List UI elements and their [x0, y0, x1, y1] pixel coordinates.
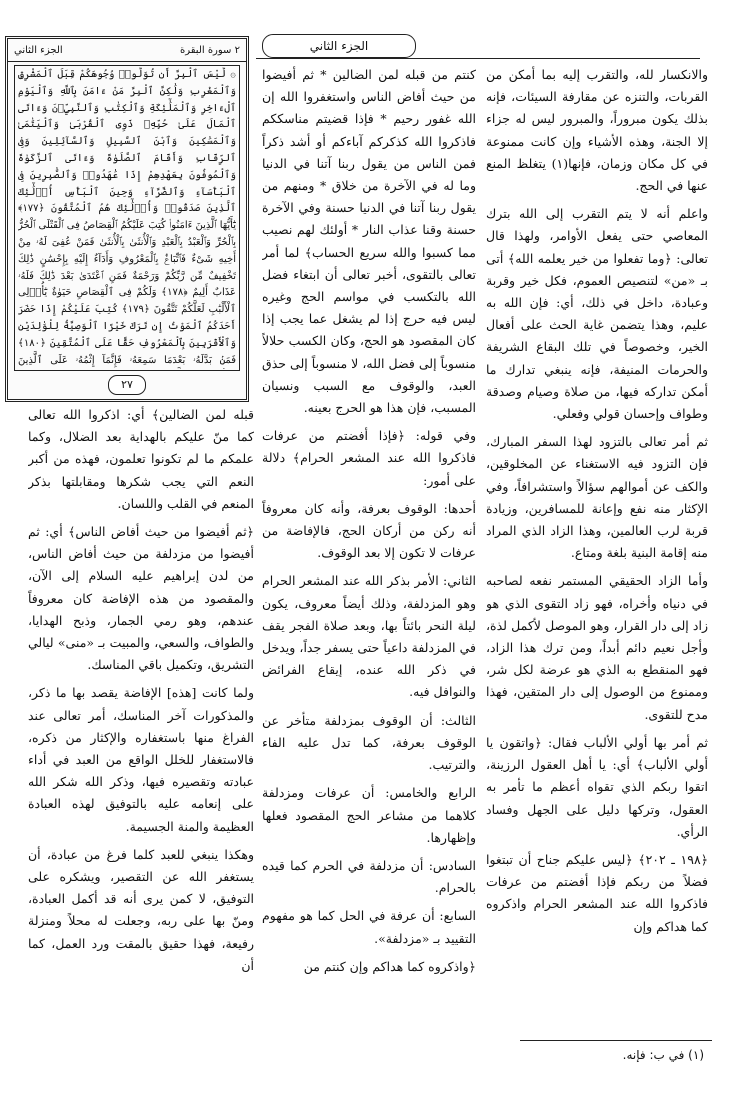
paragraph: كنتم من قبله لمن الضالين * ثم أفيضوا من حيث أفاض الناس واستغفروا الله إن الله غفور رحيم * فإذا قضيتم مناسككم فاذكروا الله كذكركم آباءكم أو أشد ذكراً فمن الناس من يقول ربنا آتنا في الدنيا وما له في الآخرة من خلاق * ومنهم من يقول ربنا آتنا في الدنيا حسنة وفي الآخرة حسنة وقنا عذاب النار * أولئك لهم نصيب مما كسبوا والله سريع الحساب﴾ لما أمر تعالى بالتقوى، أخبر تعالى أن ابتغاء فضل الله بالتكسب في مواسم الحج وغيره ليس فيه حرج إذا لم يشغل عما يجب إذا كان المقصود هو الحج، وكان الكسب حلالاً منسوباً إلى فضل الله، لا منسوباً إلى حذق العبد، والوقوف مع السبب ونسيان المسبب، فإن هذا هو الحرج بعينه. — [262, 67, 476, 416]
paragraph: ثم أمر تعالى بالتزود لهذا السفر المبارك، فإن التزود فيه الاستغناء عن المخلوقين، والكف عن أموالهم سؤالاً واستشرافاً، وفي الإكثار منه نفع وإعانة للمسافرين، وزيادة قربة لرب العالمين، وهذا الزاد الذي المراد منه إقامة البنية بلغة ومتاع. — [486, 434, 708, 561]
paragraph: قبله لمن الضالين﴾ أي: اذكروا الله تعالى كما منّ عليكم بالهداية بعد الضلال، وكما علمكم ما لم تكونوا تعلمون، فهذه من أكبر النعم التي يجب شكرها ومقابلتها بذكر المنعم في القلب واللسان. — [28, 407, 254, 511]
paragraph: أحدها: الوقوف بعرفة، وأنه كان معروفاً أنه ركن من أركان الحج، فالإفاضة من عرفات لا تكون إلا بعد الوقوف. — [262, 500, 476, 561]
quran-panel-top — [8, 39, 246, 62]
paragraph: الرابع والخامس: أن عرفات ومزدلفة كلاهما من مشاعر الحج المقصود فعلها وإظهارها. — [262, 785, 476, 845]
paragraph: ﴿ثم أفيضوا من حيث أفاض الناس﴾ أي: ثم أفيضوا من مزدلفة من حيث أفاض الناس، من لدن إبراهيم عليه السلام إلى الآن، والمقصود من هذه الإفاضة كان معروفاً عندهم، وهو رمي الجمار، وذبح الهدايا، والطواف، والسعي، والمبيت بـ «منى» ليالي التشريق، وتكميل باقي المناسك. — [28, 524, 254, 673]
quran-panel-juz: الجزء الثاني — [14, 44, 63, 56]
column-middle — [262, 64, 476, 1048]
paragraph: والانكسار لله، والتقرب إليه بما أمكن من القربات، والتنزه عن مقارفة السيئات، فإنه بذلك يكون مبروراً، والمبرور ليس له جزاء إلا الجنة، وهذه الأشياء وإن كانت ممنوعة في كل مكان وزمان، فإنها(١) يتغلظ المنع عنها في الحج. — [486, 67, 708, 194]
paragraph: ﴿١٩٨ ـ ٢٠٢﴾ ﴿ليس عليكم جناح أن تبتغوا فضلاً من ربكم فإذا أفضتم من عرفات فاذكروا الله عند المشعر الحرام واذكروه كما هداكم وإن — [486, 851, 708, 934]
paragraph: وأما الزاد الحقيقي المستمر نفعه لصاحبه في دنياه وأخراه، فهو زاد التقوى الذي هو زاد إلى دار القرار، وهو الموصل لأكمل لذة، وأجل نعيم دائم أبداً، ومن ترك هذا الزاد، فهو المنقطع به الذي هو عرضة لكل شر، وممنوع من الوصول إلى دار المتقين، فهذا مدح للتقوى. — [486, 573, 708, 722]
paragraph: السابع: أن عرفة في الحل كما هو مفهوم التقييد بـ «مزدلفة». — [262, 908, 476, 946]
quran-panel-surah: ٢ سورة البقرة — [179, 44, 240, 56]
paragraph: السادس: أن مزدلفة في الحرم كما قيده بالحرام. — [262, 857, 476, 896]
quran-panel — [5, 36, 249, 402]
paragraph: وفي قوله: ﴿فإذا أفضتم من عرفات فاذكروا الله عند المشعر الحرام﴾ دلالة على أمور: — [262, 428, 476, 488]
paragraph: وهكذا ينبغي للعبد كلما فرغ من عبادة، أن يستغفر الله عن التقصير، ويشكره على التوفيق، لا كمن يرى أنه قد أكمل العبادة، ومنّ بها على ربه، وجعلت له محلاً ومنزلة رفيعة، فهذا حقيق بالمقت ورد العمل، كما أن — [28, 846, 254, 973]
paragraph: واعلم أنه لا يتم التقرب إلى الله بترك المعاصي حتى يفعل الأوامر، ولهذا قال تعالى: ﴿وما تفعلوا من خير يعلمه الله﴾ أتى بـ «من» لتنصيص العموم، فكل خير وقربة وعبادة، داخل في ذلك، أي: فإن الله به عليم، وهذا يتضمن غاية الحث على أفعال الخير، وخصوصاً في تلك البقاع الشريفة والحرمات المنيفة، فإنه ينبغي تدارك ما أمكن تداركه فيها، من صلاة وصيام وصدقة وطواف وإحسان قولي وفعلي. — [486, 206, 708, 422]
paragraph: ولما كانت [هذه] الإفاضة يقصد بها ما ذكر، والمذكورات آخر المناسك، أمر تعالى عند الفراغ منها باستغفاره والإكثار من ذكره، فالاستغفار للخلل الواقع من العبد في أداء عبادته وتقصيره فيها، وذكر الله شكر الله على إنعامه عليه بالتوفيق لهذه العبادة العظيمة والمنة الجسيمة. — [28, 685, 254, 834]
quran-text: ۞ لَّيْسَ ٱلْبِرَّ أَن تُوَلُّوا۟ وُجُوهَكُمْ قِبَلَ ٱلْمَشْرِقِ وَٱلْمَغْرِبِ وَلَٰكِنَّ ٱلْبِرَّ مَنْ ءَامَنَ بِٱللَّهِ وَٱلْيَوْمِ ٱلْءَاخِرِ وَٱلْمَلَٰٓئِكَةِ وَٱلْكِتَٰبِ وَٱلنَّبِيِّۦنَ وَءَاتَى ٱلْمَالَ عَلَىٰ حُبِّهِۦ ذَوِى ٱلْقُرْبَىٰ وَٱلْيَتَٰمَىٰ وَٱلْمَسَٰكِينَ وَٱبْنَ ٱلسَّبِيلِ وَٱلسَّآئِلِينَ وَفِى ٱلرِّقَابِ وَأَقَامَ ٱلصَّلَوٰةَ وَءَاتَى ٱلزَّكَوٰةَ وَٱلْمُوفُونَ بِعَهْدِهِمْ إِذَا عَٰهَدُوا۟ وَٱلصَّٰبِرِينَ فِى ٱلْبَأْسَآءِ وَٱلضَّرَّآءِ وَحِينَ ٱلْبَأْسِ أُو۟لَٰٓئِكَ ٱلَّذِينَ صَدَقُوا۟ وَأُو۟لَٰٓئِكَ هُمُ ٱلْمُتَّقُونَ ﴿١٧٧﴾ يَٰٓأَيُّهَا ٱلَّذِينَ ءَامَنُوا۟ كُتِبَ عَلَيْكُمُ ٱلْقِصَاصُ فِى ٱلْقَتْلَى ٱلْحُرُّ بِٱلْحُرِّ وَٱلْعَبْدُ بِٱلْعَبْدِ وَٱلْأُنثَىٰ بِٱلْأُنثَىٰ فَمَنْ عُفِىَ لَهُۥ مِنْ أَخِيهِ شَىْءٌ فَٱتِّبَاعٌۢ بِٱلْمَعْرُوفِ وَأَدَآءٌ إِلَيْهِ بِإِحْسَٰنٍ ذَٰلِكَ تَخْفِيفٌ مِّن رَّبِّكُمْ وَرَحْمَةٌ فَمَنِ ٱعْتَدَىٰ بَعْدَ ذَٰلِكَ فَلَهُۥ عَذَابٌ أَلِيمٌ ﴿١٧٨﴾ وَلَكُمْ فِى ٱلْقِصَاصِ حَيَوٰةٌ يَٰٓأُو۟لِى ٱلْأَلْبَٰبِ لَعَلَّكُمْ تَتَّقُونَ ﴿١٧٩﴾ كُتِبَ عَلَيْكُمْ إِذَا حَضَرَ أَحَدَكُمُ ٱلْمَوْتُ إِن تَرَكَ خَيْرًا ٱلْوَصِيَّةُ لِلْوَٰلِدَيْنِ وَٱلْأَقْرَبِينَ بِٱلْمَعْرُوفِ حَقًّا عَلَى ٱلْمُتَّقِينَ ﴿١٨٠﴾ فَمَنۢ بَدَّلَهُۥ بَعْدَمَا سَمِعَهُۥ فَإِنَّمَآ إِثْمُهُۥ عَلَى ٱلَّذِينَ — [18, 69, 236, 366]
paragraph: الثالث: أن الوقوف بمزدلفة متأخر عن الوقوف بعرفة، كما تدل عليه الفاء والترتيب. — [262, 712, 476, 773]
running-head: الجزء الثاني — [262, 34, 416, 58]
quran-page-badge: ٢٧ — [108, 375, 146, 395]
paragraph: ﴿واذكروه كما هداكم وإن كنتم من — [303, 958, 476, 974]
footnote: (١) في ب: فإنه. — [622, 1048, 704, 1062]
footnote-rule — [520, 1040, 712, 1041]
column-right — [486, 64, 708, 1048]
column-left — [28, 404, 254, 1048]
header-rule — [256, 58, 700, 59]
paragraph: الثاني: الأمر بذكر الله عند المشعر الحرام وهو المزدلفة، وذلك أيضاً معروف، يكون ليلة النحر بائتاً بها، وبعد صلاة الفجر يقف في المزدلفة داعياً حتى يسفر جداً، ويدخل في ذكر الله عنده، إيقاع الفرائض والنوافل فيه. — [262, 573, 476, 700]
paragraph: ثم أمر بها أولي الألباب فقال: ﴿واتقون يا أولي الألباب﴾ أي: يا أهل العقول الرزينة، اتقوا ربكم الذي تقواه أعظم ما تأمر به العقول، وتركها دليل على الجهل وفساد الرأي. — [486, 734, 708, 839]
